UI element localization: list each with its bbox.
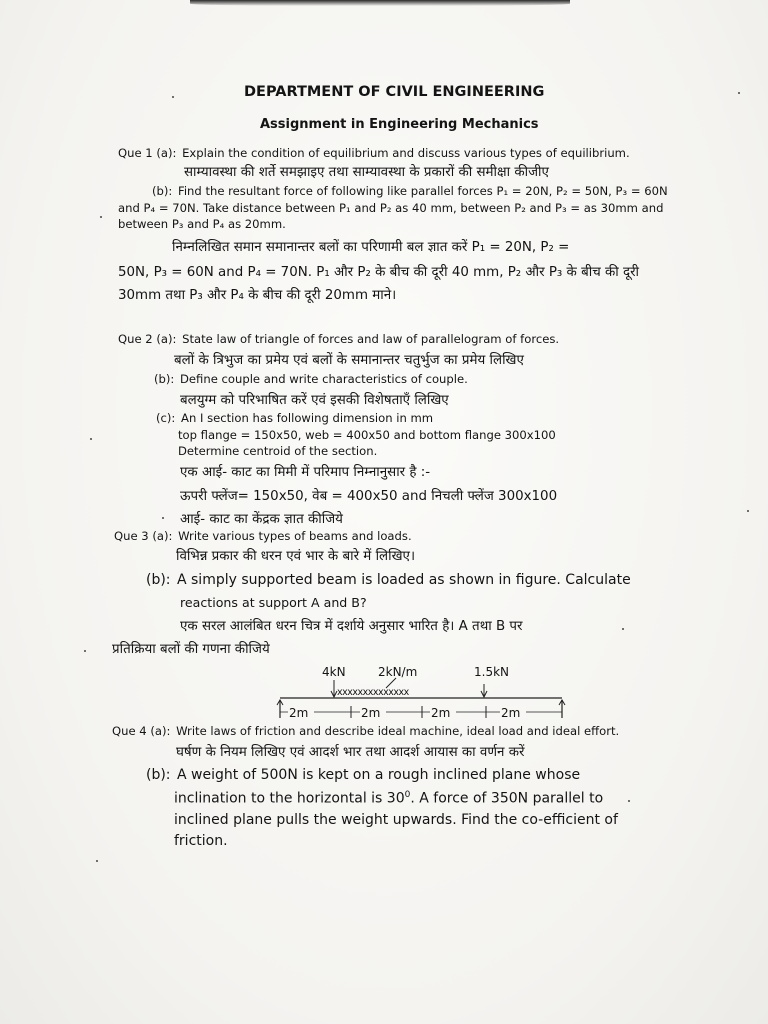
span-3-label: 2m bbox=[431, 706, 451, 720]
q4b-english-1 bbox=[146, 767, 580, 783]
q2a-hindi: बलों के त्रिभुज का प्रमेय एवं बलों के समानान्तर चतुर्भुज का प्रमेय लिखिए bbox=[174, 353, 524, 368]
udl-label: 2kN/m bbox=[378, 665, 418, 679]
q1a-hindi: साम्यावस्था की शर्ते समझाइए तथा साम्यावस्था के प्रकारों की समीक्षा कीजीए bbox=[184, 165, 549, 180]
q3b-hindi-2: प्रतिक्रिया बलों की गणना कीजिये bbox=[112, 642, 270, 657]
q2c-label: (c): bbox=[156, 411, 176, 425]
q1b-label: (b): bbox=[152, 184, 173, 198]
load-4kn-label: 4kN bbox=[322, 665, 346, 679]
q4a-label: Que 4 (a): bbox=[112, 724, 171, 738]
assignment-title: Assignment in Engineering Mechanics bbox=[260, 117, 539, 132]
q3a-label: Que 3 (a): bbox=[114, 529, 173, 543]
q3b-english-1 bbox=[146, 572, 631, 588]
q2b-text: Define couple and write characteristics of couple. bbox=[180, 372, 468, 386]
q1a-label: Que 1 (a): bbox=[118, 146, 177, 160]
scan-speck bbox=[738, 92, 740, 94]
q1b-text-1: Find the resultant force of following like parallel forces P₁ = 20N, P₂ = 50N, P₃ = 60N bbox=[178, 184, 668, 198]
q2a-label: Que 2 (a): bbox=[118, 332, 177, 346]
scan-speck bbox=[84, 650, 86, 652]
q2c-hindi-1: एक आई- काट का मिमी में परिमाप निम्नानुसार है :- bbox=[180, 465, 431, 480]
q1b-english-3: between P₃ and P₄ as 20mm. bbox=[118, 217, 286, 231]
q4b-english-4: friction. bbox=[174, 833, 228, 849]
q4b-label: (b): bbox=[146, 767, 171, 783]
q2b-hindi: बलयुग्म को परिभाषित करें एवं इसकी विशेषताएँ लिखिए bbox=[180, 393, 449, 408]
udl-marks: xxxxxxxxxxxxxx bbox=[337, 687, 409, 698]
q4a-hindi: घर्षण के नियम लिखिए एवं आदर्श भार तथा आदर्श आयास का वर्णन करें bbox=[176, 745, 525, 760]
q1b-hindi-3: 30mm तथा P₃ और P₄ के बीच की दूरी 20mm माने। bbox=[118, 288, 397, 303]
beam-figure bbox=[260, 660, 580, 722]
q3b-text-1: A simply supported beam is loaded as shown in figure. Calculate bbox=[176, 572, 631, 588]
span-1-label: 2m bbox=[289, 706, 309, 720]
scan-edge-shadow bbox=[190, 0, 570, 6]
q2b-english bbox=[154, 372, 468, 386]
load-1-5kn-label: 1.5kN bbox=[474, 665, 510, 679]
scan-speck bbox=[628, 800, 630, 802]
q3a-hindi: विभिन्न प्रकार की धरन एवं भार के बारे में लिखिए। bbox=[176, 549, 416, 564]
span-4-label: 2m bbox=[501, 706, 521, 720]
q2c-hindi-3: आई- काट का केंद्रक ज्ञात कीजिये bbox=[180, 512, 343, 527]
q1b-english-1 bbox=[152, 184, 668, 198]
department-title: DEPARTMENT OF CIVIL ENGINEERING bbox=[244, 84, 545, 100]
q4b-english-2: inclination to the horizontal is $30^0$. A force of 350N parallel to bbox=[174, 790, 604, 807]
q2c-text-1: An I section has following dimension in mm bbox=[181, 411, 434, 425]
scan-speck bbox=[96, 860, 98, 862]
q1b-english-2: and P₄ = 70N. Take distance between P₁ and P₂ as 40 mm, between P₂ and P₃ = as 30mm and bbox=[118, 201, 664, 215]
q2b-label: (b): bbox=[154, 372, 175, 386]
span-2-label: 2m bbox=[361, 706, 381, 720]
q3b-label: (b): bbox=[146, 572, 171, 588]
q4a-text: Write laws of friction and describe ideal machine, ideal load and ideal effort. bbox=[176, 724, 620, 738]
scan-speck bbox=[162, 517, 164, 519]
scan-speck bbox=[90, 438, 92, 440]
q2c-hindi-2: ऊपरी फ्लेंज= 150x50, वेब = 400x50 and निचली फ्लेंज 300x100 bbox=[180, 489, 558, 504]
q3b-english-2: reactions at support A and B? bbox=[180, 595, 367, 610]
scan-speck bbox=[100, 216, 102, 218]
q4a-english bbox=[112, 724, 619, 738]
scan-speck bbox=[622, 628, 624, 630]
scan-speck bbox=[747, 510, 749, 512]
q4b-text-1: A weight of 500N is kept on a rough inclined plane whose bbox=[176, 767, 581, 783]
q4b-english-3: inclined plane pulls the weight upwards. Find the co-efficient of bbox=[174, 812, 618, 828]
q1b-hindi-2: 50N, P₃ = 60N and P₄ = 70N. P₁ और P₂ के बीच की दूरी 40 mm, P₂ और P₃ के बीच की दूरी bbox=[118, 265, 640, 280]
q2c-english-3: Determine centroid of the section. bbox=[178, 444, 378, 458]
q3a-text: Write various types of beams and loads. bbox=[178, 529, 412, 543]
q2a-text: State law of triangle of forces and law of parallelogram of forces. bbox=[182, 332, 560, 346]
q2c-english-1 bbox=[156, 411, 433, 425]
q2c-english-2: top flange = 150x50, web = 400x50 and bottom flange 300x100 bbox=[178, 428, 556, 442]
q1b-hindi-1: निम्नलिखित समान समानान्तर बलों का परिणामी बल ज्ञात करें P₁ = 20N, P₂ = bbox=[172, 240, 570, 255]
q3b-hindi-1: एक सरल आलंबित धरन चित्र में दर्शाये अनुसार भारित है। A तथा B पर bbox=[180, 619, 523, 634]
q1a-text: Explain the condition of equilibrium and discuss various types of equilibrium. bbox=[182, 146, 630, 160]
q2a-english bbox=[118, 332, 559, 346]
q3a-english bbox=[114, 529, 412, 543]
scan-speck bbox=[172, 96, 174, 98]
q1a-english bbox=[118, 146, 630, 160]
